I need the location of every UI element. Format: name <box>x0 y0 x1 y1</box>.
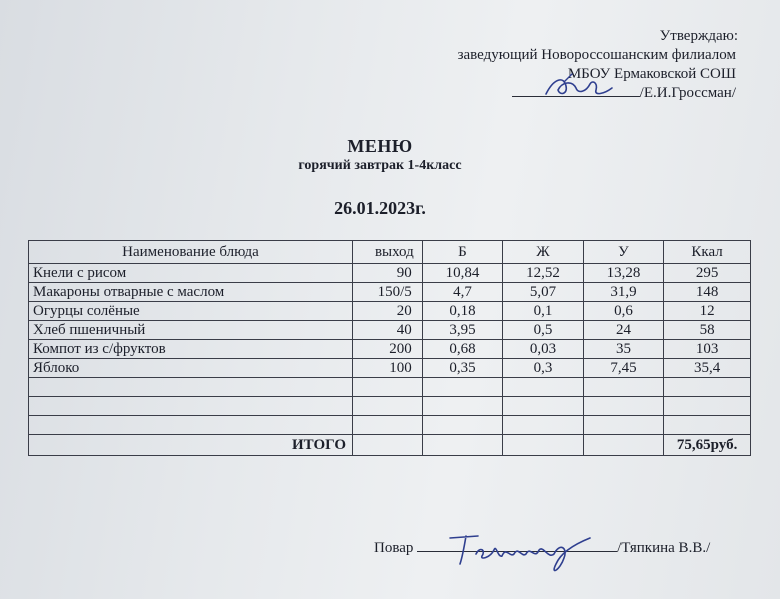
fats: 0,5 <box>503 321 583 340</box>
approval-heading: Утверждаю: <box>659 28 738 44</box>
carbs: 31,9 <box>583 283 663 302</box>
kcal: 148 <box>664 283 751 302</box>
proteins: 10,84 <box>422 264 502 283</box>
table-row <box>29 340 751 359</box>
total-value: 75,65руб. <box>664 435 751 456</box>
proteins: 0,18 <box>422 302 502 321</box>
director-signature-icon <box>542 70 622 104</box>
cook-label: Повар <box>374 540 414 556</box>
table-row <box>29 264 751 283</box>
portion: 20 <box>353 302 423 321</box>
empty-row <box>29 397 751 416</box>
proteins: 0,35 <box>422 359 502 378</box>
page-subtitle: горячий завтрак 1-4класс <box>298 158 462 173</box>
portion: 40 <box>353 321 423 340</box>
carbs: 0,6 <box>583 302 663 321</box>
fats: 12,52 <box>503 264 583 283</box>
table-row <box>29 359 751 378</box>
kcal: 295 <box>664 264 751 283</box>
header-portion: выход <box>353 241 423 264</box>
header-kcal: Ккал <box>664 241 751 264</box>
portion: 100 <box>353 359 423 378</box>
menu-date: 26.01.2023г. <box>334 198 426 218</box>
empty-row <box>29 378 751 397</box>
carbs: 13,28 <box>583 264 663 283</box>
approval-position: заведующий Новороссошанским филиалом <box>457 47 736 63</box>
page-title: МЕНЮ <box>347 136 413 156</box>
kcal: 58 <box>664 321 751 340</box>
dish-name: Огурцы солёные <box>29 302 353 321</box>
kcal: 35,4 <box>664 359 751 378</box>
empty-row <box>29 416 751 435</box>
portion: 90 <box>353 264 423 283</box>
portion: 200 <box>353 340 423 359</box>
table-row <box>29 302 751 321</box>
header-proteins: Б <box>422 241 502 264</box>
fats: 5,07 <box>503 283 583 302</box>
proteins: 4,7 <box>422 283 502 302</box>
fats: 0,3 <box>503 359 583 378</box>
fats: 0,1 <box>503 302 583 321</box>
dish-name: Компот из с/фруктов <box>29 340 353 359</box>
table-header-row <box>29 241 751 264</box>
approval-block <box>458 27 736 103</box>
dish-name: Хлеб пшеничный <box>29 321 353 340</box>
dish-name: Яблоко <box>29 359 353 378</box>
carbs: 7,45 <box>583 359 663 378</box>
proteins: 0,68 <box>422 340 502 359</box>
approval-signature-line <box>458 84 736 103</box>
header-dish-name: Наименование блюда <box>29 241 353 264</box>
kcal: 103 <box>664 340 751 359</box>
table-row <box>29 321 751 340</box>
cook-signature-icon <box>440 520 620 580</box>
header-carbs: У <box>583 241 663 264</box>
total-label: ИТОГО <box>29 435 353 456</box>
approval-organization: МБОУ Ермаковской СОШ <box>567 66 736 82</box>
carbs: 24 <box>583 321 663 340</box>
approval-signer: /Е.И.Гроссман/ <box>639 85 736 101</box>
portion: 150/5 <box>353 283 423 302</box>
carbs: 35 <box>583 340 663 359</box>
fats: 0,03 <box>503 340 583 359</box>
cook-name: /Тяпкина В.В./ <box>617 540 711 556</box>
proteins: 3,95 <box>422 321 502 340</box>
dish-name: Кнели с рисом <box>29 264 353 283</box>
total-row <box>29 435 751 456</box>
menu-table <box>28 240 751 456</box>
table-row <box>29 283 751 302</box>
kcal: 12 <box>664 302 751 321</box>
dish-name: Макароны отварные с маслом <box>29 283 353 302</box>
header-fats: Ж <box>503 241 583 264</box>
